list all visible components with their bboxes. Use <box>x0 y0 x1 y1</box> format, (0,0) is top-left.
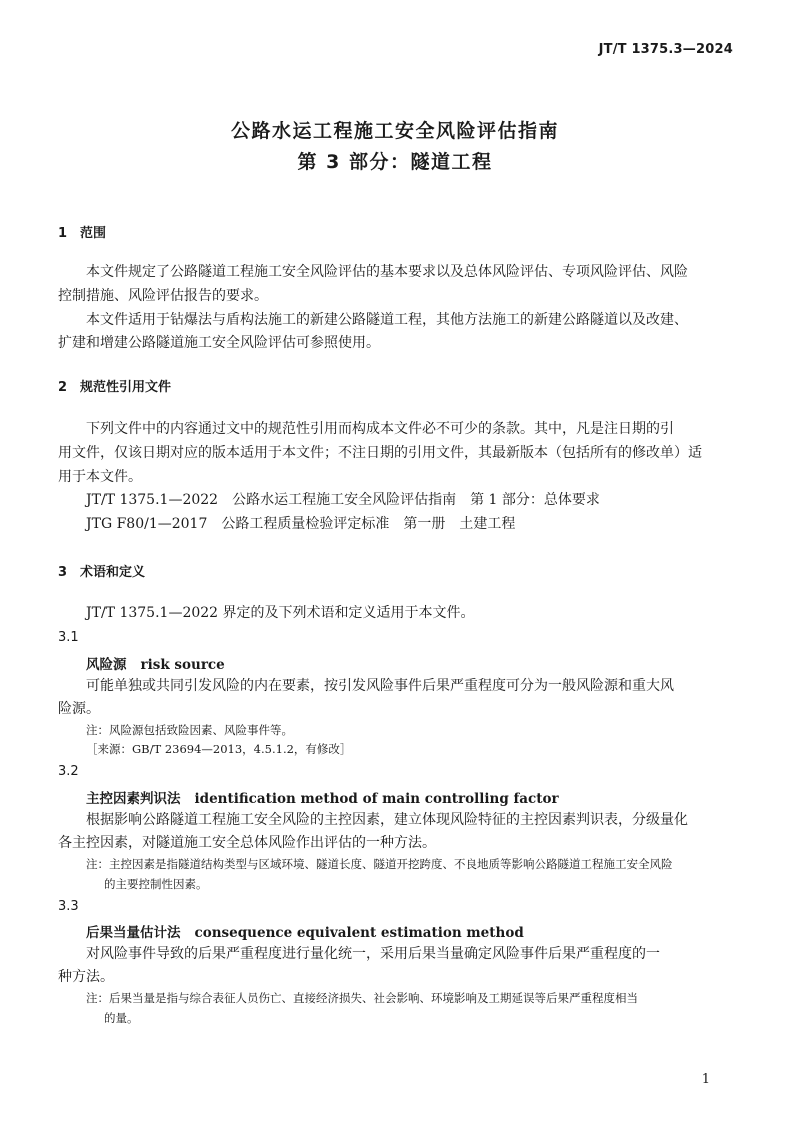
term-chinese: 风险源 <box>86 657 127 673</box>
term-note: 注：风险源包括致险因素、风险事件等。 <box>86 723 293 737</box>
term-heading <box>86 787 559 807</box>
section-number: 1 <box>58 226 68 241</box>
term-number: 3.1 <box>58 630 79 645</box>
definition-line: 险源。 <box>58 701 100 717</box>
document-subtitle: 第 3 部分：隧道工程 <box>297 151 493 173</box>
term-english: consequence equivalent estimation method <box>194 925 524 941</box>
term-note: 注：主控因素是指隧道结构类型与区域环境、隧道长度、隧道开挖跨度、不良地质等影响公路隧道工程施工安全风险 <box>86 857 673 871</box>
paragraph-line: 扩建和增建公路隧道施工安全风险评估可参照使用。 <box>58 335 380 351</box>
term-source: ［来源：GB/T 23694—2013，4.5.1.2，有修改］ <box>86 742 352 756</box>
term-number: 3.3 <box>58 899 79 914</box>
section-number: 2 <box>58 380 68 395</box>
term-chinese: 主控因素判识法 <box>86 791 181 807</box>
definition-line: 种方法。 <box>58 969 114 985</box>
page-number: 1 <box>701 1072 710 1087</box>
term-chinese: 后果当量估计法 <box>86 925 181 941</box>
reference-entry: JTG F80/1—2017 公路工程质量检验评定标准 第一册 土建工程 <box>86 516 516 532</box>
section-number: 3 <box>58 565 68 580</box>
section-heading-scope <box>58 222 106 241</box>
definition-line: 根据影响公路隧道工程施工安全风险的主控因素，建立体现风险特征的主控因素判识表，分级量化 <box>86 812 688 828</box>
paragraph-line: 用于本文件。 <box>58 469 142 485</box>
definition-line: 可能单独或共同引发风险的内在要素，按引发风险事件后果严重程度可分为一般风险源和重大风 <box>86 678 674 694</box>
term-note: 的主要控制性因素。 <box>104 877 208 891</box>
term-english: identification method of main controlling factor <box>194 791 559 807</box>
paragraph-line: 下列文件中的内容通过文中的规范性引用而构成本文件必不可少的条款。其中，凡是注日期的引 <box>86 421 674 437</box>
paragraph-line: 本文件规定了公路隧道工程施工安全风险评估的基本要求以及总体风险评估、专项风险评估、风险 <box>86 264 688 280</box>
section-heading-terms <box>58 561 145 580</box>
section-title: 术语和定义 <box>80 565 146 580</box>
section-title: 规范性引用文件 <box>80 380 172 395</box>
term-heading <box>86 921 524 941</box>
paragraph-line: JT/T 1375.1—2022 界定的及下列术语和定义适用于本文件。 <box>86 605 475 621</box>
term-number: 3.2 <box>58 764 79 779</box>
paragraph-line: 控制措施、风险评估报告的要求。 <box>58 288 268 304</box>
section-title: 范围 <box>80 226 107 241</box>
document-title: 公路水运工程施工安全风险评估指南 <box>230 120 559 142</box>
document-number: JT/T 1375.3—2024 <box>598 42 733 57</box>
definition-line: 各主控因素，对隧道施工安全总体风险作出评估的一种方法。 <box>58 835 436 851</box>
term-note: 注：后果当量是指与综合表征人员伤亡、直接经济损失、社会影响、环境影响及工期延误等后果严重程度相当 <box>86 991 638 1005</box>
paragraph-line: 本文件适用于钻爆法与盾构法施工的新建公路隧道工程，其他方法施工的新建公路隧道以及改建、 <box>86 312 688 328</box>
paragraph-line: 用文件，仅该日期对应的版本适用于本文件；不注日期的引用文件，其最新版本（包括所有的修改单）适 <box>58 445 702 461</box>
term-heading <box>86 653 225 673</box>
term-english: risk source <box>140 657 225 673</box>
definition-line: 对风险事件导致的后果严重程度进行量化统一，采用后果当量确定风险事件后果严重程度的一 <box>86 946 660 962</box>
section-heading-normative-references <box>58 376 171 395</box>
term-note: 的量。 <box>104 1011 139 1025</box>
reference-entry: JT/T 1375.1—2022 公路水运工程施工安全风险评估指南 第 1 部分：总体要求 <box>86 492 600 508</box>
